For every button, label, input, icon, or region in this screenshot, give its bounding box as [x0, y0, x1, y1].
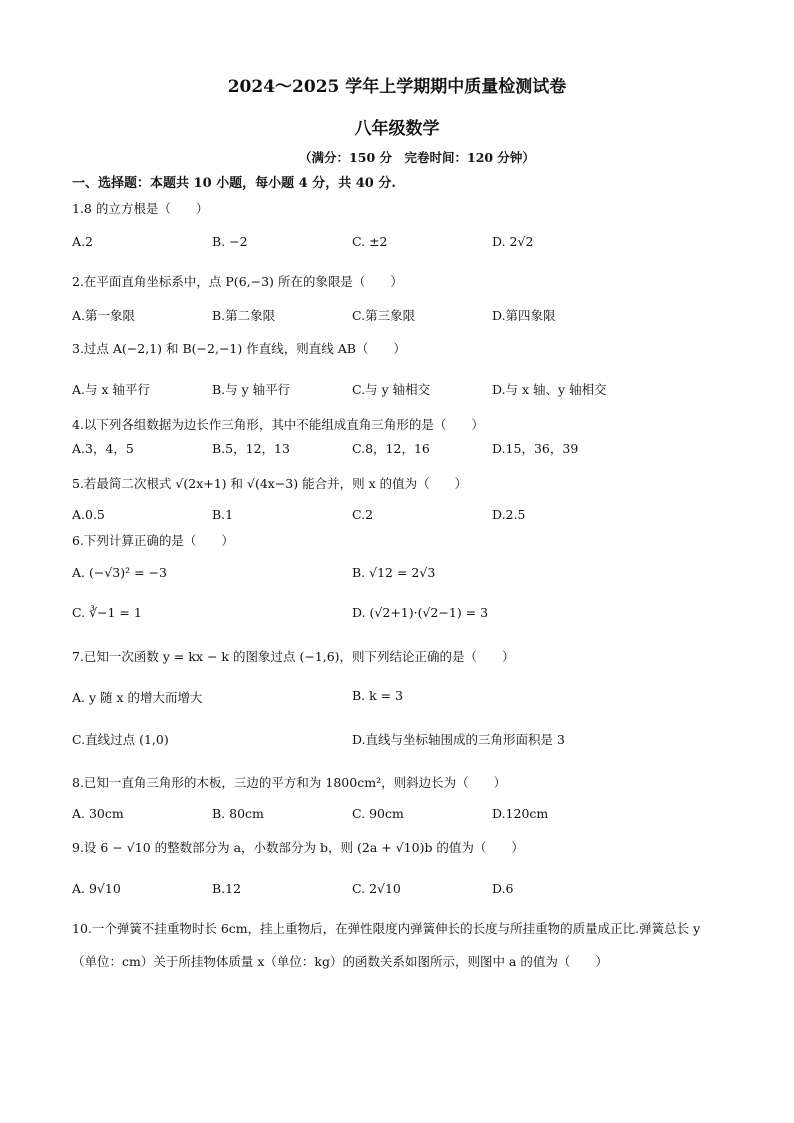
q4-option-c: C.8，12，16	[352, 441, 430, 456]
q9-option-d: D.6	[492, 881, 514, 896]
exam-info: （满分：150 分 完卷时间：120 分钟）	[299, 150, 535, 165]
q1-option-a: A.2	[72, 234, 93, 249]
q5-option-c: C.2	[352, 507, 374, 522]
question-1: 1.8 的立方根是（ ）	[72, 201, 209, 216]
q2-option-c: C.第三象限	[352, 308, 416, 323]
section-heading: 一、选择题：本题共 10 小题，每小题 4 分，共 40 分.	[72, 176, 396, 191]
q7-option-c: C.直线过点 (1,0)	[72, 732, 169, 747]
q3-option-c: C.与 y 轴相交	[352, 382, 431, 397]
exam-title: 2024～2025 学年上学期期中质量检测试卷	[227, 77, 567, 97]
question-8: 8.已知一直角三角形的木板，三边的平方和为 1800cm²，则斜边长为（ ）	[72, 775, 507, 790]
q9-option-b: B.12	[212, 881, 242, 896]
q7-option-d: D.直线与坐标轴围成的三角形面积是 3	[352, 732, 565, 747]
q3-option-a: A.与 x 轴平行	[72, 382, 150, 397]
q7-option-a: A. y 随 x 的增大而增大	[72, 690, 203, 705]
q3-option-d: D.与 x 轴、y 轴相交	[492, 382, 607, 397]
question-9: 9.设 6 − √10 的整数部分为 a，小数部分为 b，则 (2a + √10)b 的值为（ ）	[72, 840, 524, 855]
exam-subject: 八年级数学	[354, 119, 440, 139]
q2-option-d: D.第四象限	[492, 308, 556, 323]
question-3: 3.过点 A(−2,1) 和 B(−2,−1) 作直线，则直线 AB（ ）	[72, 341, 406, 356]
q5-option-d: D.2.5	[492, 507, 526, 522]
q6-option-b: B. √12 = 2√3	[352, 565, 436, 580]
q7-option-b: B. k = 3	[352, 688, 404, 703]
q8-option-c: C. 90cm	[352, 806, 404, 821]
q5-option-a: A.0.5	[72, 507, 105, 522]
question-5: 5.若最简二次根式 √(2x+1) 和 √(4x−3) 能合并，则 x 的值为（ ）	[72, 476, 468, 491]
question-7: 7.已知一次函数 y = kx − k 的图象过点 (−1,6)，则下列结论正确的是（ ）	[72, 649, 515, 664]
q1-option-b: B. −2	[212, 234, 248, 249]
q2-option-a: A.第一象限	[72, 308, 136, 323]
question-6: 6.下列计算正确的是（ ）	[72, 533, 234, 548]
q9-option-c: C. 2√10	[352, 881, 401, 896]
q8-option-b: B. 80cm	[212, 806, 264, 821]
q1-option-c: C. ±2	[352, 234, 388, 249]
q8-option-d: D.120cm	[492, 806, 549, 821]
q6-option-c: C. ∛−1 = 1	[72, 605, 142, 620]
question-4: 4.以下列各组数据为边长作三角形，其中不能组成直角三角形的是（ ）	[72, 417, 484, 432]
q1-option-d: D. 2√2	[492, 234, 534, 249]
q4-option-d: D.15，36，39	[492, 441, 579, 456]
q4-option-b: B.5，12，13	[212, 441, 290, 456]
q3-option-b: B.与 y 轴平行	[212, 382, 291, 397]
q6-option-d: D. (√2+1)·(√2−1) = 3	[352, 605, 489, 620]
q8-option-a: A. 30cm	[72, 806, 124, 821]
q2-option-b: B.第二象限	[212, 308, 276, 323]
question-10: 10.一个弹簧不挂重物时长 6cm，挂上重物后，在弹性限度内弹簧伸长的长度与所挂重物的质量成正比.弹簧总长 y（单位：cm）关于所挂物体质量 x（单位：kg）的函数关系如图所示，则图中 a 的值为（ ）	[72, 921, 701, 969]
question-2: 2.在平面直角坐标系中，点 P(6,−3) 所在的象限是（ ）	[72, 274, 403, 289]
q4-option-a: A.3，4，5	[72, 441, 134, 456]
q9-option-a: A. 9√10	[72, 881, 121, 896]
q5-option-b: B.1	[212, 507, 234, 522]
q6-option-a: A. (−√3)² = −3	[72, 565, 167, 580]
